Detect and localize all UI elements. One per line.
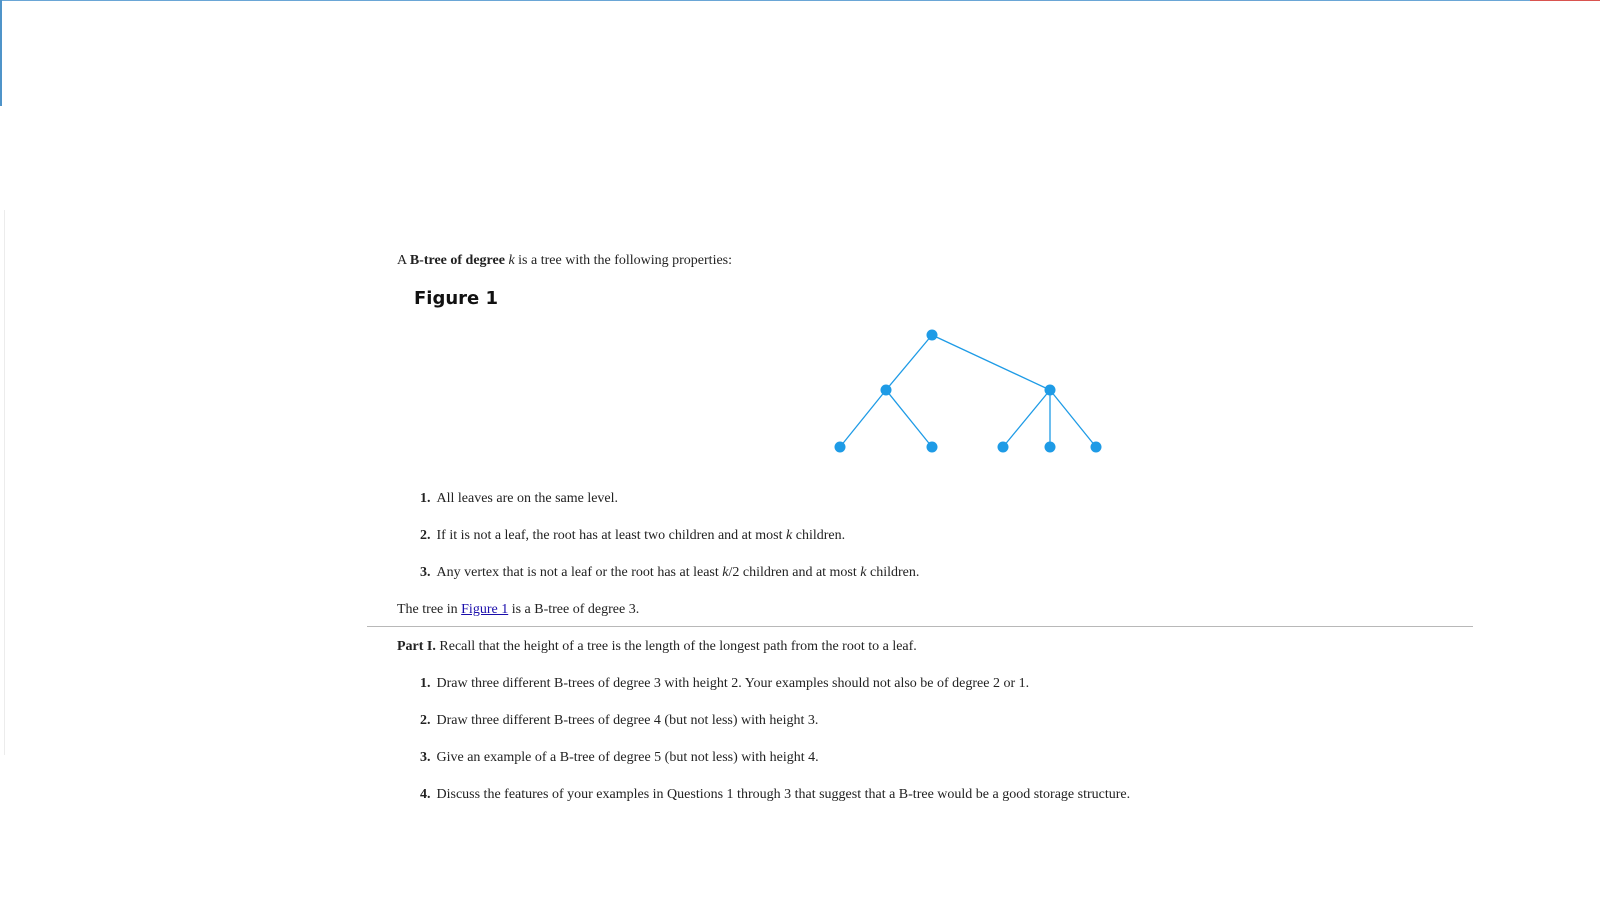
property-item — [420, 564, 919, 582]
property-text-end: children. — [792, 528, 846, 543]
tree-node-l1 — [835, 442, 846, 453]
figure-title: Figure 1 — [414, 288, 499, 309]
question-item — [420, 749, 819, 767]
question-text: Draw three different B-trees of degree 3 with height 2. Your examples should not also be of degree 2 or 1. — [436, 676, 1030, 691]
intro-variable: k — [508, 253, 515, 268]
property-variable: k — [722, 565, 729, 580]
tree-node-l5 — [1091, 442, 1102, 453]
intro-prefix: A — [397, 253, 410, 268]
tree-edge-b-l3 — [1003, 390, 1050, 447]
property-text: All leaves are on the same level. — [436, 491, 619, 506]
caption-prefix: The tree in — [397, 602, 462, 617]
property-item — [420, 490, 618, 508]
tree-edge-root-b — [932, 335, 1050, 390]
question-number: 2. — [420, 713, 431, 728]
property-variable: k — [786, 528, 793, 543]
question-text: Discuss the features of your examples in Questions 1 through 3 that suggest that a B-tree would be a good storage structure. — [436, 787, 1131, 802]
tree-node-b — [1045, 385, 1056, 396]
question-item — [420, 786, 1130, 804]
tree-node-l4 — [1045, 442, 1056, 453]
question-item — [420, 675, 1029, 693]
intro-term: B-tree of degree — [409, 253, 505, 268]
tree-node-l2 — [927, 442, 938, 453]
question-item — [420, 712, 818, 730]
tree-edge-a-l1 — [840, 390, 886, 447]
tree-edge-root-a — [886, 335, 932, 390]
property-variable: k — [860, 565, 867, 580]
figure-caption-sentence — [397, 601, 639, 619]
question-number: 3. — [420, 750, 431, 765]
property-text-mid: /2 children and at most — [728, 565, 861, 580]
property-text: Any vertex that is not a leaf or the root has at least — [436, 565, 723, 580]
question-text: Give an example of a B-tree of degree 5 (but not less) with height 4. — [436, 750, 819, 765]
figure-1-link[interactable]: Figure 1 — [461, 602, 509, 617]
tree-edge-a-l2 — [886, 390, 932, 447]
tree-edge-b-l5 — [1050, 390, 1096, 447]
caption-suffix: is a B-tree of degree 3. — [508, 602, 640, 617]
part-heading — [397, 638, 917, 656]
section-divider — [367, 626, 1473, 627]
question-number: 4. — [420, 787, 431, 802]
property-text-end: children. — [866, 565, 920, 580]
tree-node-l3 — [998, 442, 1009, 453]
property-number: 1. — [420, 491, 431, 506]
part-text: Recall that the height of a tree is the length of the longest path from the root to a leaf. — [435, 639, 917, 654]
tree-node-a — [881, 385, 892, 396]
tree-node-root — [927, 330, 938, 341]
property-text: If it is not a leaf, the root has at least two children and at most — [436, 528, 787, 543]
question-text: Draw three different B-trees of degree 4 (but not less) with height 3. — [436, 713, 819, 728]
question-number: 1. — [420, 676, 431, 691]
part-label: Part I. — [397, 639, 436, 654]
intro-suffix: is a tree with the following properties: — [514, 253, 733, 268]
property-item — [420, 527, 845, 545]
property-number: 3. — [420, 565, 431, 580]
property-number: 2. — [420, 528, 431, 543]
